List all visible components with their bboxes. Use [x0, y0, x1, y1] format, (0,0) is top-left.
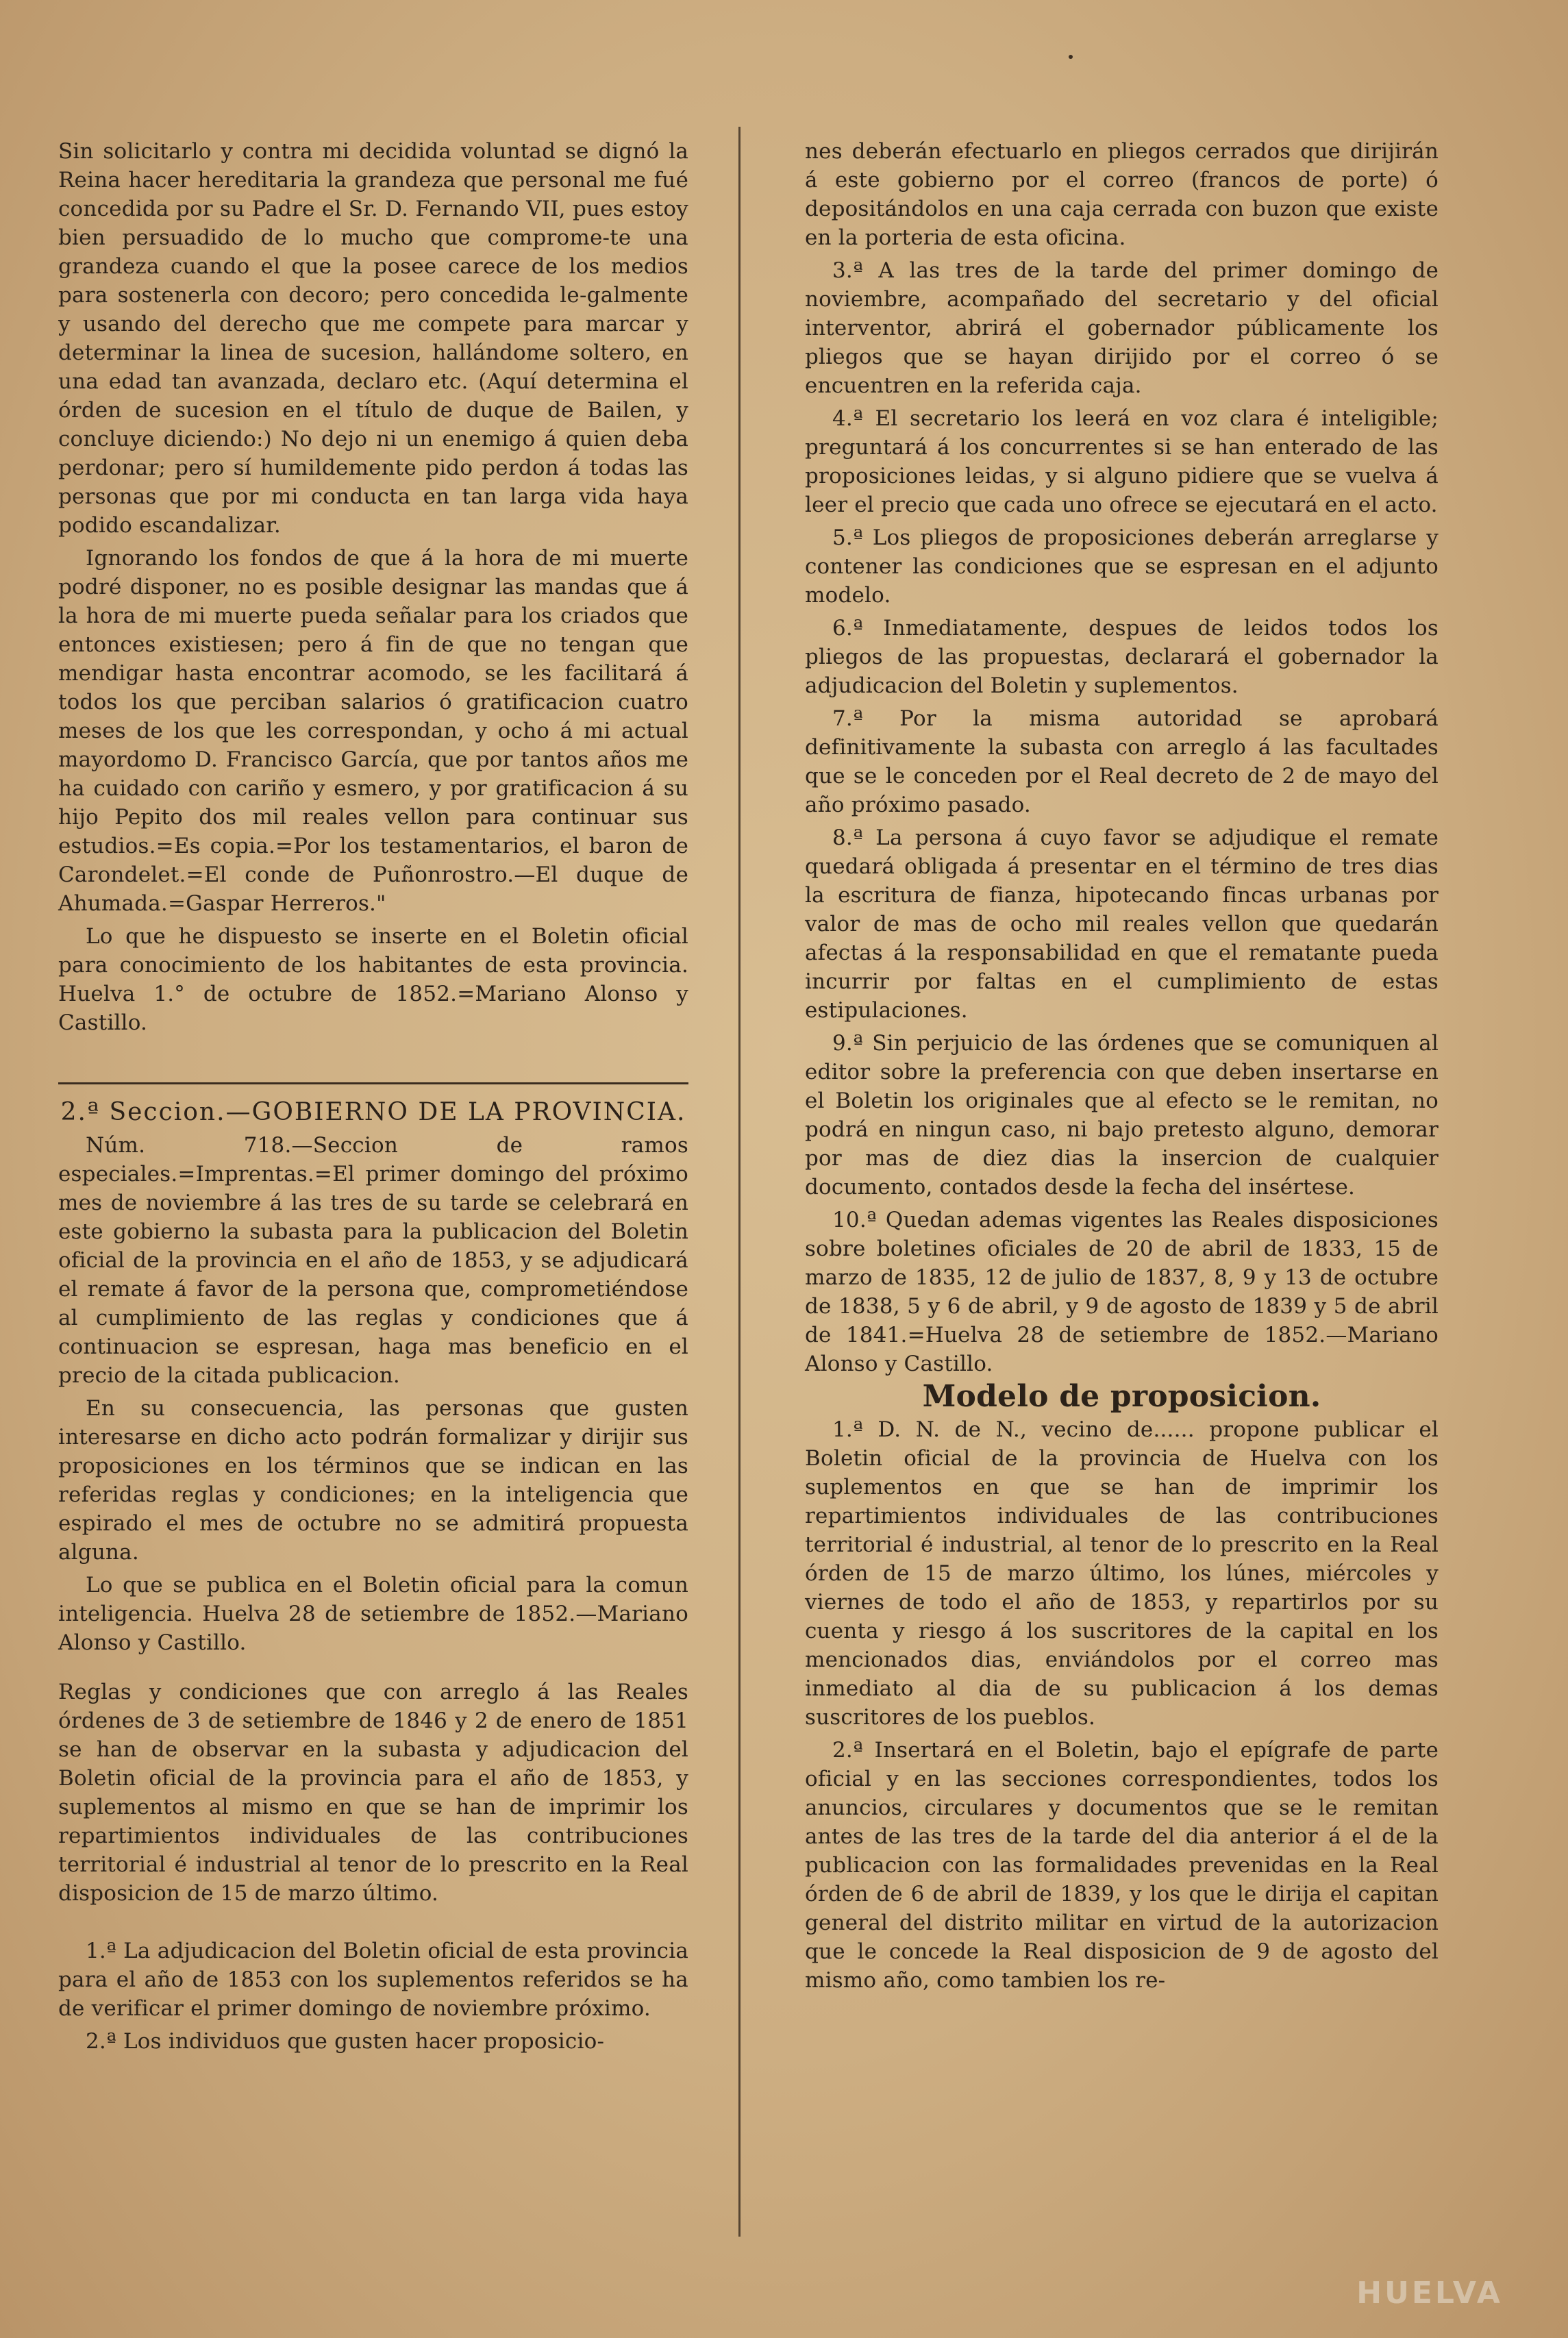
- paragraph: 1.ª D. N. de N., vecino de...... propone publicar el Boletin oficial de la provincia de Huelva con los suplementos en que se han de imprimir los repartimientos individuales de las contribuciones territorial é industrial, al tenor de lo prescrito en la Real órden de 15 de marzo último, los lúnes, miércoles y viernes de todo el año de 1853, y repartirlos por su cuenta y riesgo á los suscritores de la capital en los mencionados dias, enviándolos por el correo mas inmediato al dia de su publicacion á los demas suscritores de los pueblos.: [805, 1417, 1439, 1730]
- paragraph: En su consecuencia, las personas que gusten interesarse en dicho acto podrán formalizar y dirijir sus proposiciones en los términos que se indican en las referidas reglas y condiciones; en la inteligencia que espirado el mes de octubre no se admitirá propuesta alguna.: [58, 1396, 688, 1565]
- paragraph: Reglas y condiciones que con arreglo á las Reales órdenes de 3 de setiembre de 1846 y 2 de enero de 1851 se han de observar en la subasta y adjudicacion del Boletin oficial de la provincia para el año de 1853, y suplementos al mismo en que se han de imprimir los repartimientos individuales de las contribuciones territorial é industrial al tenor de lo prescrito en la Real disposicion de 15 de marzo último.: [58, 1680, 688, 1906]
- paragraph: Ignorando los fondos de que á la hora de mi muerte podré disponer, no es posible designar las mandas que á la hora de mi muerte pueda señalar para los criados que entonces existiesen; pero á fin de que no tengan que mendigar hasta encontrar acomodo, se les facilitará á todos los que perciban salarios ó gratificacion cuatro meses de los que les correspondan, y ocho á mi actual mayordomo D. Francisco García, que por tantos años me ha cuidado con cariño y esmero, y por gratificacion á su hijo Pepito dos mil reales vellon para continuar sus estudios.=Es copia.=Por los testamentarios, el baron de Carondelet.=El conde de Puñonrostro.—El duque de Ahumada.=Gaspar Herreros.": [58, 546, 688, 916]
- right-column: [805, 137, 1439, 1999]
- paragraph: 6.ª Inmediatamente, despues de leidos todos los pliegos de las propuestas, declarará el gobernador la adjudicacion del Boletin y suplementos.: [805, 616, 1439, 698]
- model-title: Modelo de proposicion.: [922, 1379, 1321, 1414]
- paragraph: 7.ª Por la misma autoridad se aprobará definitivamente la subasta con arreglo á las facultades que se le conceden por el Real decreto de 2 de mayo del año próximo pasado.: [805, 706, 1439, 817]
- section-heading: 2.ª Seccion.—GOBIERNO DE LA PROVINCIA.: [60, 1098, 686, 1126]
- paragraph: 2.ª Insertará en el Boletin, bajo el epígrafe de parte oficial y en las secciones correspondientes, todos los anuncios, circulares y documentos que se le remitan antes de las tres de la tarde del dia anterior á el de la publicacion con las formalidades prevenidas en la Real órden de 6 de abril de 1839, y los que le dirija el capitan general del distrito militar en virtud de la autorizacion que le concede la Real disposicion de 9 de agosto del mismo año, como tambien los re-: [805, 1738, 1439, 1993]
- paragraph: 9.ª Sin perjuicio de las órdenes que se comuniquen al editor sobre la preferencia con que deben insertarse en el Boletin los originales que al efecto se le remitan, no podrá en ningun caso, ni bajo pretesto alguno, demorar por mas de diez dias la insercion de cualquier documento, contados desde la fecha del insértese.: [805, 1031, 1439, 1199]
- paragraph: 2.ª Los individuos que gusten hacer proposicio-: [86, 2029, 605, 2054]
- paragraph: 4.ª El secretario los leerá en voz clara é inteligible; preguntará á los concurrentes si se han enterado de las proposiciones leidas, y si alguno pidiere que se vuelva á leer el precio que cada uno ofrece se ejecutará en el acto.: [805, 406, 1439, 517]
- left-column: [58, 137, 688, 2060]
- paragraph: 5.ª Los pliegos de proposiciones deberán arreglarse y contener las condiciones que se espresan en el adjunto modelo.: [805, 525, 1439, 608]
- horizontal-divider: [58, 1082, 688, 1084]
- paragraph: Sin solicitarlo y contra mi decidida voluntad se dignó la Reina hacer hereditaria la grandeza que personal me fué concedida por su Padre el Sr. D. Fernando VII, pues estoy bien persuadido de lo mucho que comprome-te una grandeza cuando el que la posee carece de los medios para sostenerla con decoro; pero concedida le-galmente y usando del derecho que me compete para marcar y determinar la linea de sucesion, hallándome soltero, en una edad tan avanzada, declaro etc. (Aquí determina el órden de sucesion en el título de duque de Bailen, y concluye diciendo:) No dejo ni un enemigo á quien deba perdonar; pero sí humildemente pido perdon á todas las personas que por mi conducta en tan larga vida haya podido escandalizar.: [58, 139, 688, 538]
- paragraph: 10.ª Quedan ademas vigentes las Reales disposiciones sobre boletines oficiales de 20 de abril de 1833, 15 de marzo de 1835, 12 de julio de 1837, 8, 9 y 13 de octubre de 1838, 5 y 6 de abril, y 9 de agosto de 1839 y 5 de abril de 1841.=Huelva 28 de setiembre de 1852.—Mariano Alonso y Castillo.: [805, 1208, 1439, 1376]
- paragraph: 8.ª La persona á cuyo favor se adjudique el remate quedará obligada á presentar en el término de tres dias la escritura de fianza, hipotecando fincas urbanas por valor de mas de ocho mil reales vellon que quedarán afectas á la responsabilidad en que el rematante pueda incurrir por faltas en el cumplimiento de estas estipulaciones.: [805, 825, 1439, 1023]
- paragraph: 3.ª A las tres de la tarde del primer domingo de noviembre, acompañado del secretario y del oficial interventor, abrirá el gobernador públicamente los pliegos que se hayan dirijido por el correo ó se encuentren en la referida caja.: [805, 258, 1439, 398]
- paragraph: Lo que he dispuesto se inserte en el Boletin oficial para conocimiento de los habitantes de esta provincia. Huelva 1.° de octubre de 1852.=Mariano Alonso y Castillo.: [58, 924, 688, 1035]
- paragraph: nes deberán efectuarlo en pliegos cerrados que dirijirán á este gobierno por el correo (francos de porte) ó depositándolos en una caja cerrada con buzon que existe en la porteria de esta oficina.: [805, 139, 1439, 250]
- archive-stamp: HUELVA: [1356, 2276, 1503, 2311]
- paragraph: 1.ª La adjudicacion del Boletin oficial de esta provincia para el año de 1853 con los suplementos referidos se ha de verificar el primer domingo de noviembre próximo.: [58, 1939, 688, 2021]
- paragraph: Núm. 718.—Seccion de ramos especiales.=Imprentas.=El primer domingo del próximo mes de noviembre á las tres de su tarde se celebrará en este gobierno la subasta para la publicacion del Boletin oficial de la provincia en el año de 1853, y se adjudicará el remate á favor de la persona que, comprometiéndose al cumplimiento de las reglas y condiciones que á continuacion se espresan, haga mas beneficio en el precio de la citada publicacion.: [58, 1133, 688, 1388]
- ink-speck: [1069, 55, 1073, 59]
- column-divider: [738, 127, 741, 2237]
- paragraph: Lo que se publica en el Boletin oficial para la comun inteligencia. Huelva 28 de setiembre de 1852.—Mariano Alonso y Castillo.: [58, 1573, 688, 1655]
